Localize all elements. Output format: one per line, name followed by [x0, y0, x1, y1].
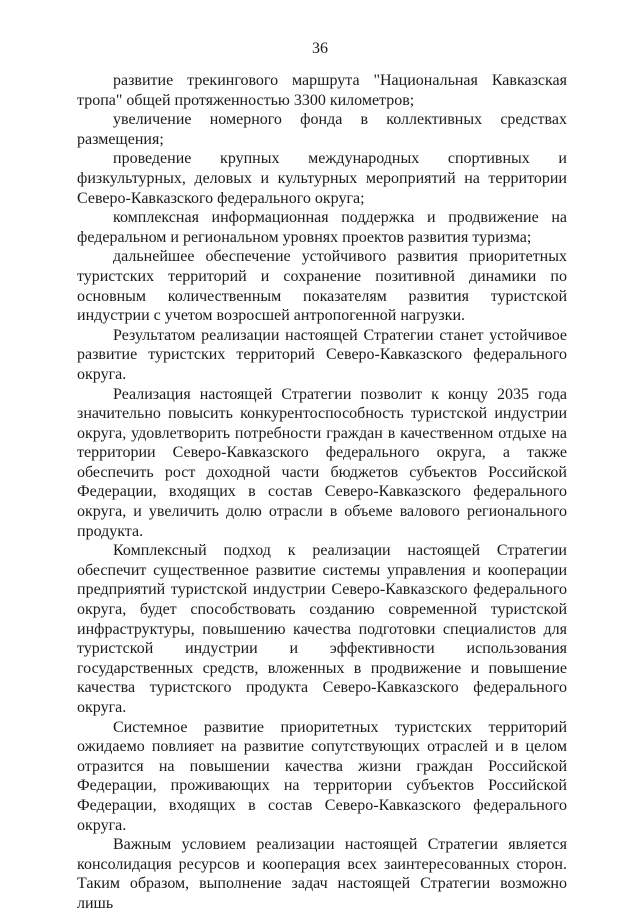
paragraph-strategy-2035: Реализация настоящей Стратегии позволит к концу 2035 года значительно повысить конкурентоспособность туристской индустрии округа, удовлетворить потребности граждан в качественном отдыхе на территории Северо-Кавказского федерального округа, а также обеспечить рост доходной части бюджетов субъектов Российской Федерации, входящих в состав Северо-Кавказского федерального округа, и увеличить долю отрасли в объеме валового регионального продукта. — [77, 385, 567, 540]
paragraph-info-support: комплексная информационная поддержка и продвижение на федеральном и региональном уровнях проектов развития туризма; — [77, 209, 567, 246]
paragraph-important-condition: Важным условием реализации настоящей Стратегии является консолидация ресурсов и кооперация всех заинтересованных сторон. Таким образом, выполнение задач настоящей Стратегии возможно лишь — [77, 836, 567, 912]
paragraph-strategy-result: Результатом реализации настоящей Стратегии станет устойчивое развитие туристских территорий Северо-Кавказского федерального округа. — [77, 326, 567, 383]
paragraph-room-fund: увеличение номерного фонда в коллективных средствах размещения; — [77, 111, 567, 148]
document-body — [77, 71, 567, 914]
paragraph-systemic-development: Системное развитие приоритетных туристских территорий ожидаемо повлияет на развитие сопутствующих отраслей и в целом отразится на повышении качества жизни граждан Российской Федерации, проживающих на территории субъектов Российской Федерации, входящих в состав Северо-Кавказского федерального округа. — [77, 718, 567, 834]
paragraph-complex-approach: Комплексный подход к реализации настоящей Стратегии обеспечит существенное развитие системы управления и кооперации предприятий туристской индустрии Северо-Кавказского федерального округа, будет способствовать созданию современной туристской инфраструктуры, повышению качества подготовки специалистов для туристской индустрии и эффективности использования государственных средств, вложенных в продвижение и повышение качества туристского продукта Северо-Кавказского федерального округа. — [77, 542, 567, 716]
page-number: 36 — [312, 40, 328, 57]
paragraph-sustainable-development: дальнейшее обеспечение устойчивого развития приоритетных туристских территорий и сохранение позитивной динамики по основным количественным показателям развития туристской индустрии с учетом возросшей антропогенной нагрузки. — [77, 248, 567, 325]
paragraph-events: проведение крупных международных спортивных и физкультурных, деловых и культурных мероприятий на территории Северо-Кавказского федерального округа; — [77, 150, 567, 207]
paragraph-trekking-route: развитие трекингового маршрута "Национальная Кавказская тропа" общей протяженностью 3300 километров; — [77, 72, 567, 109]
